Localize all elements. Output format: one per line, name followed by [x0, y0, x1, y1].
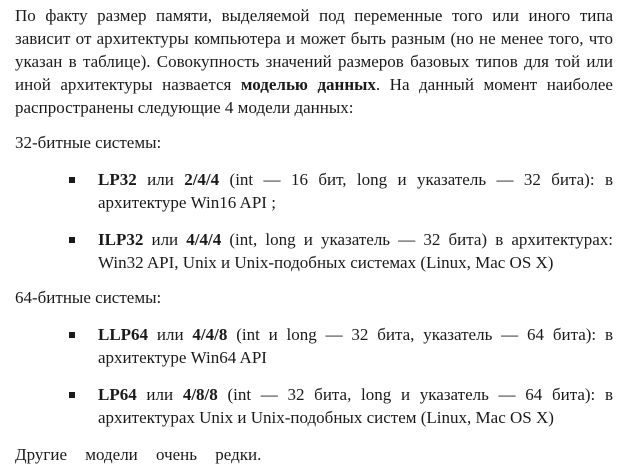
list-item-ilp32	[15, 228, 613, 274]
model-alt-name: 4/4/8	[192, 325, 228, 344]
model-alt-name: 4/8/8	[182, 385, 218, 404]
bullet-icon	[69, 332, 75, 338]
bullet-icon	[69, 177, 75, 183]
bullet-icon	[69, 237, 75, 243]
model-alt-name: 4/4/4	[186, 230, 222, 249]
connector-text: или	[148, 325, 193, 344]
intro-text-1: По факту размер памяти, выделяемой под переменные того или иного типа зависит от архитектуры компьютера и может быть разным (но не менее того, что указан в таблице). Совокупность значений размеров базовых типов для той или иной архитектуры назвается	[15, 6, 613, 94]
data-model-term: моделью данных	[240, 75, 376, 94]
footer-paragraph: Другие модели очень редки.	[15, 445, 262, 464]
connector-text: или	[136, 385, 183, 404]
list-item-llp64	[15, 323, 613, 369]
intro-paragraph	[15, 4, 613, 119]
model-alt-name: 2/4/4	[184, 170, 220, 189]
model-description: (int и long — 32 бита, указатель — 64 бита): в архитектуре Win64 API	[98, 325, 613, 367]
model-description: (int — 16 бит, long и указатель — 32 бита): в архитектуре Win16 API ;	[98, 170, 613, 212]
model-name: ILP32	[98, 230, 144, 249]
list-item-lp32	[15, 168, 613, 214]
connector-text: или	[136, 170, 185, 189]
heading-32bit: 32-битные системы:	[15, 133, 162, 152]
list-64bit	[15, 323, 613, 429]
list-item-lp64	[15, 383, 613, 429]
heading-64bit: 64-битные системы:	[15, 288, 162, 307]
model-name: LLP64	[98, 325, 149, 344]
bullet-icon	[69, 392, 75, 398]
model-name: LP64	[98, 385, 137, 404]
document-page	[15, 4, 613, 466]
model-description: (int — 32 бита, long и указатель — 64 бита): в архитектурах Unix и Unix-подобных систем (Linux, Mac OS X)	[98, 385, 613, 427]
intro-text-2: . На данный момент наиболее распространены следующие 4 модели данных:	[15, 75, 613, 117]
connector-text: или	[143, 230, 187, 249]
model-description: (int, long и указатель — 32 бита) в архитектурах: Win32 API, Unix и Unix-подобных системах (Linux, Mac OS X)	[98, 230, 613, 272]
model-name: LP32	[98, 170, 137, 189]
list-32bit	[15, 168, 613, 274]
